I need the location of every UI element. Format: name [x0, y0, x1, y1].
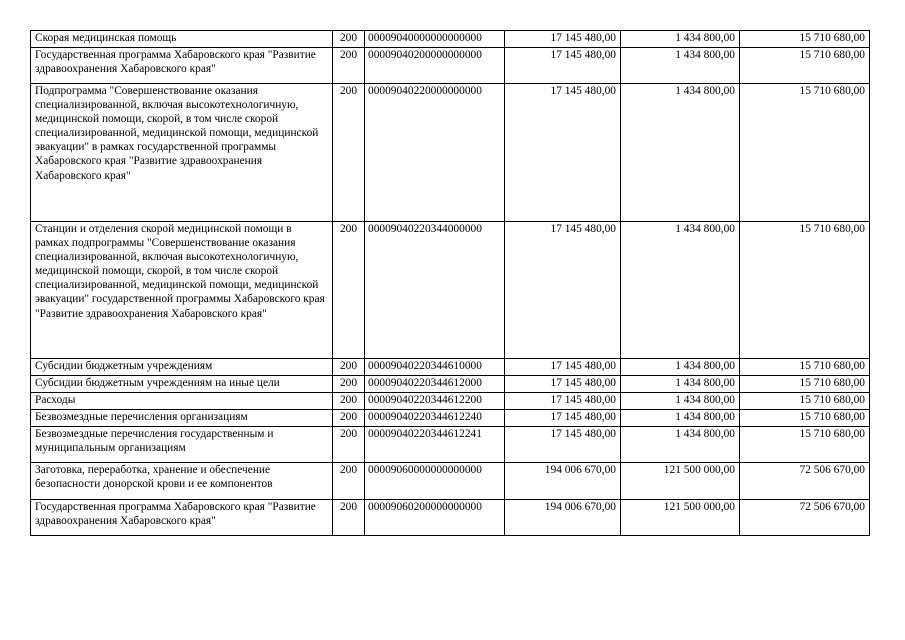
row-department-code: 200: [333, 410, 365, 427]
row-department-code: 200: [333, 359, 365, 376]
row-name: Субсидии бюджетным учреждениям: [31, 359, 333, 376]
row-name: Безвозмездные перечисления государственным и муниципальным организациям: [31, 427, 333, 463]
row-department-code: 200: [333, 463, 365, 500]
row-amount-1: 17 145 480,00: [505, 48, 621, 84]
row-amount-1: 17 145 480,00: [505, 393, 621, 410]
row-department-code: 200: [333, 376, 365, 393]
row-name: Государственная программа Хабаровского края "Развитие здравоохранения Хабаровского края": [31, 500, 333, 536]
row-name: Скорая медицинская помощь: [31, 31, 333, 48]
table-row: [31, 410, 870, 427]
row-amount-3: 15 710 680,00: [740, 222, 870, 359]
row-department-code: 200: [333, 393, 365, 410]
row-amount-3: 72 506 670,00: [740, 463, 870, 500]
row-amount-3: 15 710 680,00: [740, 376, 870, 393]
row-amount-1: 17 145 480,00: [505, 84, 621, 222]
row-amount-2: 1 434 800,00: [621, 222, 740, 359]
table-row: [31, 31, 870, 48]
row-amount-1: 194 006 670,00: [505, 463, 621, 500]
row-department-code: 200: [333, 48, 365, 84]
row-amount-2: 1 434 800,00: [621, 31, 740, 48]
table-row: [31, 393, 870, 410]
table-row: [31, 84, 870, 222]
row-amount-3: 15 710 680,00: [740, 84, 870, 222]
table-row: [31, 500, 870, 536]
row-amount-2: 1 434 800,00: [621, 359, 740, 376]
table-row: [31, 48, 870, 84]
row-amount-2: 121 500 000,00: [621, 500, 740, 536]
row-amount-1: 17 145 480,00: [505, 31, 621, 48]
row-name: Станции и отделения скорой медицинской помощи в рамках подпрограммы "Совершенствование оказания специализированной, включая высокотехнологичную, медицинской помощи, скорой, в том числе скорой специализированной, медицинской помощи, медицинской эвакуации" государственной программы Хабаровского края "Развитие здравоохранения Хабаровского края": [31, 222, 333, 359]
table-row: [31, 376, 870, 393]
row-department-code: 200: [333, 500, 365, 536]
row-name: Расходы: [31, 393, 333, 410]
row-amount-2: 1 434 800,00: [621, 410, 740, 427]
row-budget-code: 00009040220000000000: [365, 84, 505, 222]
budget-table: [30, 30, 870, 536]
row-name: Заготовка, переработка, хранение и обеспечение безопасности донорской крови и ее компонентов: [31, 463, 333, 500]
table-row: [31, 359, 870, 376]
row-amount-2: 1 434 800,00: [621, 376, 740, 393]
row-amount-2: 1 434 800,00: [621, 84, 740, 222]
row-amount-3: 15 710 680,00: [740, 410, 870, 427]
row-amount-1: 17 145 480,00: [505, 427, 621, 463]
row-amount-1: 17 145 480,00: [505, 376, 621, 393]
row-name: Безвозмездные перечисления организациям: [31, 410, 333, 427]
row-name: Государственная программа Хабаровского края "Развитие здравоохранения Хабаровского края": [31, 48, 333, 84]
row-amount-1: 194 006 670,00: [505, 500, 621, 536]
table-row: [31, 463, 870, 500]
row-department-code: 200: [333, 222, 365, 359]
row-budget-code: 00009040220344610000: [365, 359, 505, 376]
row-budget-code: 00009060000000000000: [365, 463, 505, 500]
row-name: Подпрограмма "Совершенствование оказания специализированной, включая высокотехнологичную, медицинской помощи, скорой, в том числе скорой специализированной, медицинской помощи, медицинской эвакуации" в рамках государственной программы Хабаровского края "Развитие здравоохранения Хабаровского края": [31, 84, 333, 222]
row-budget-code: 00009040220344612240: [365, 410, 505, 427]
row-amount-3: 15 710 680,00: [740, 359, 870, 376]
row-budget-code: 00009040000000000000: [365, 31, 505, 48]
row-amount-3: 15 710 680,00: [740, 393, 870, 410]
row-budget-code: 00009040220344612000: [365, 376, 505, 393]
table-row: [31, 427, 870, 463]
row-department-code: 200: [333, 31, 365, 48]
table-row: [31, 222, 870, 359]
row-amount-2: 121 500 000,00: [621, 463, 740, 500]
row-amount-3: 15 710 680,00: [740, 31, 870, 48]
row-amount-2: 1 434 800,00: [621, 393, 740, 410]
row-budget-code: 00009040220344000000: [365, 222, 505, 359]
row-budget-code: 00009040220344612200: [365, 393, 505, 410]
row-budget-code: 00009040220344612241: [365, 427, 505, 463]
row-amount-1: 17 145 480,00: [505, 222, 621, 359]
row-budget-code: 00009060200000000000: [365, 500, 505, 536]
row-amount-2: 1 434 800,00: [621, 48, 740, 84]
row-amount-3: 72 506 670,00: [740, 500, 870, 536]
row-name: Субсидии бюджетным учреждениям на иные цели: [31, 376, 333, 393]
row-budget-code: 00009040200000000000: [365, 48, 505, 84]
row-department-code: 200: [333, 427, 365, 463]
row-department-code: 200: [333, 84, 365, 222]
row-amount-1: 17 145 480,00: [505, 410, 621, 427]
row-amount-3: 15 710 680,00: [740, 48, 870, 84]
row-amount-2: 1 434 800,00: [621, 427, 740, 463]
row-amount-1: 17 145 480,00: [505, 359, 621, 376]
row-amount-3: 15 710 680,00: [740, 427, 870, 463]
